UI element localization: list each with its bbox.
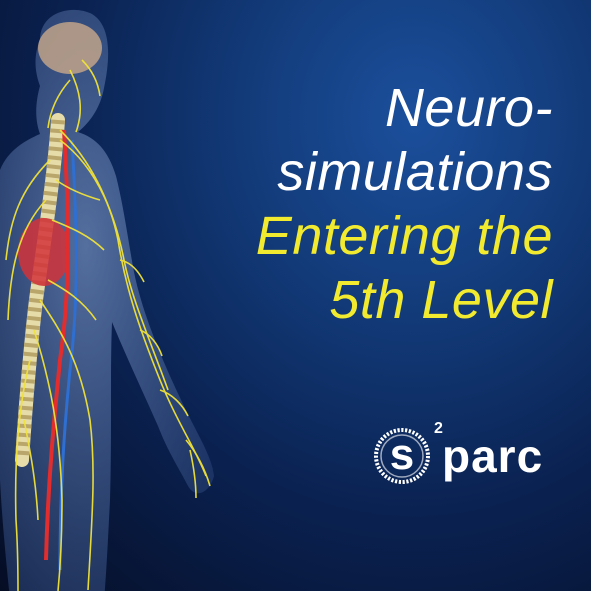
headline (256, 76, 553, 332)
headline-line-2: simulations (277, 142, 553, 202)
sparc-logo (372, 422, 572, 492)
logo-wordmark: parc (442, 430, 544, 482)
brain (38, 22, 102, 74)
logo-superscript: 2 (434, 420, 443, 437)
headline-line-3: Entering the (255, 206, 553, 266)
headline-line-1: Neuro- (384, 78, 553, 138)
logo-letter: s (389, 430, 415, 479)
headline-line-4: 5th Level (329, 270, 553, 330)
